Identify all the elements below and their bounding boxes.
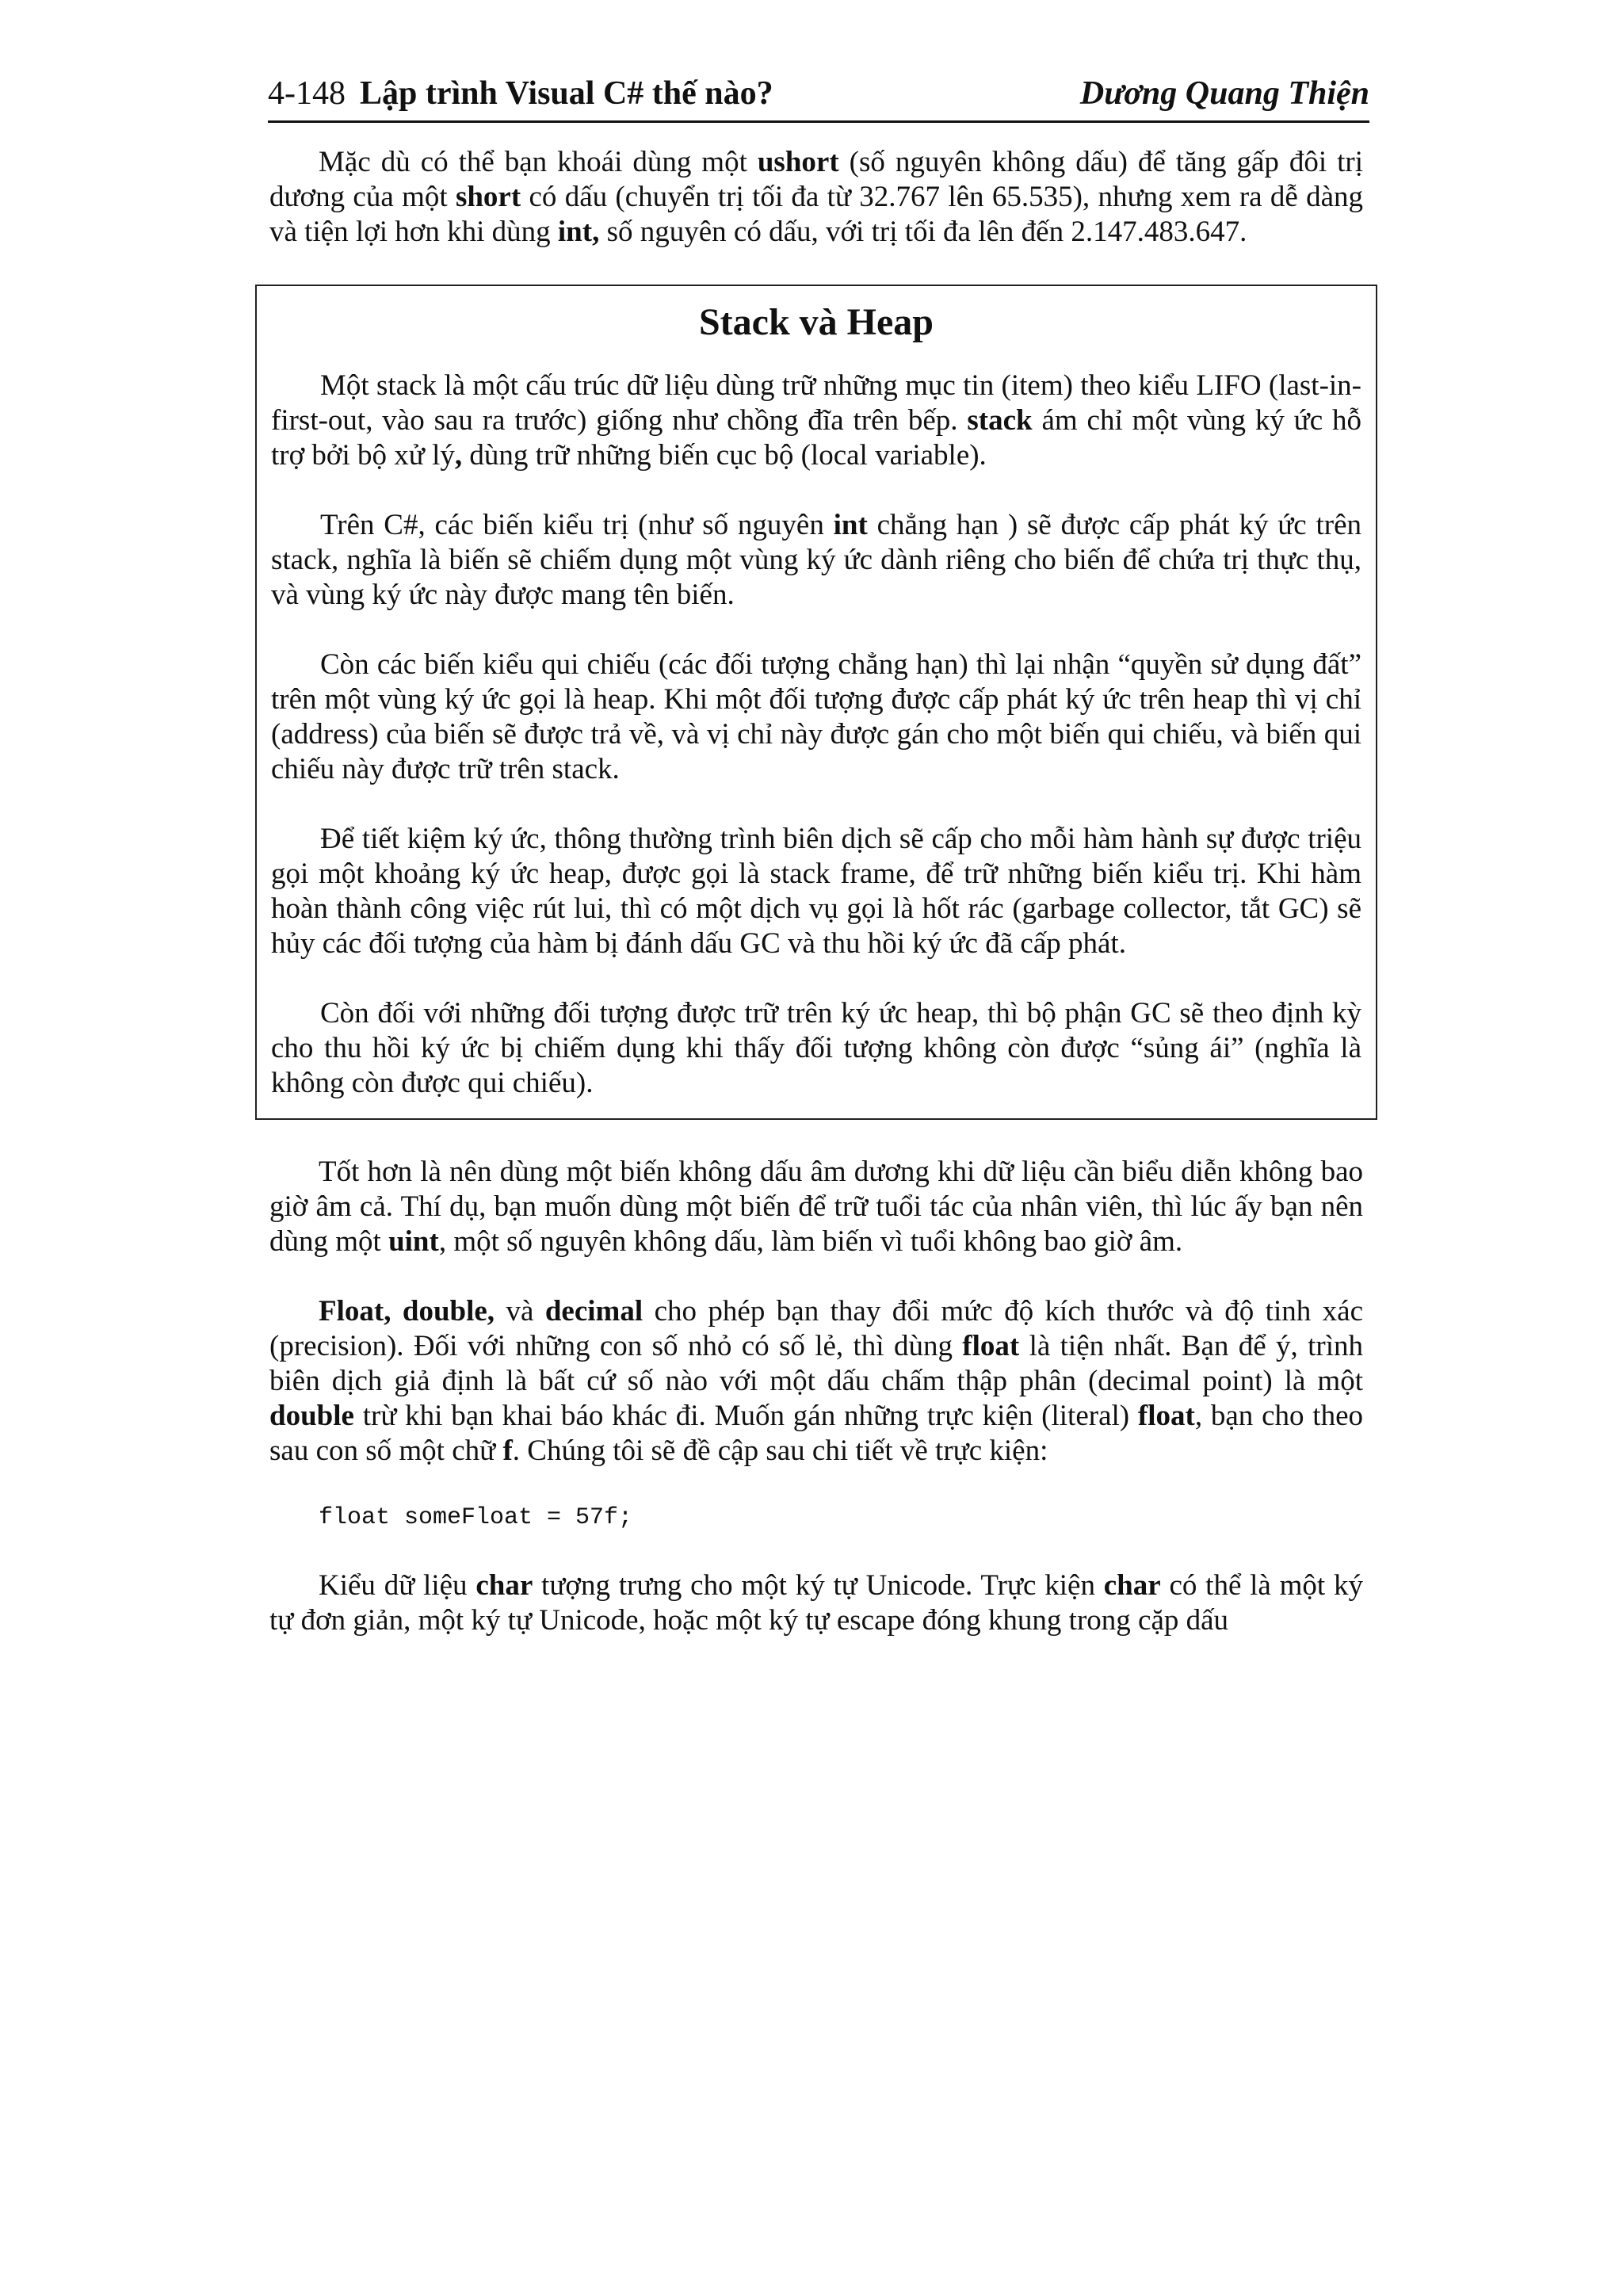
text-run: có dấu (chuyển trị tối đa từ 32.767 lên 65.535), nhưng xem ra dễ dàng và tiện lợi hơn khi dùng (269, 181, 1364, 248)
bold-term: Float, double, (319, 1295, 495, 1328)
sidebar-title: Stack và Heap (698, 301, 934, 343)
text-run: Mặc dù có thể bạn khoái dùng một (319, 146, 758, 178)
intro-paragraph (269, 145, 1363, 250)
page-header (268, 73, 1369, 123)
text-run: Tốt hơn là nên dùng một biến không dấu âm dương khi dữ liệu cần biểu diễn không bao giờ âm cả. Thí dụ, bạn muốn dùng một biến để trữ tuổi tác của nhân viên, thì lúc ấy bạn nên dùng một (269, 1156, 1363, 1258)
text-run: (số nguyên không dấu) để tăng gấp đôi trị dương của một (269, 146, 1364, 213)
float-paragraph (269, 1294, 1363, 1469)
bold-term: char (475, 1569, 533, 1602)
unsigned-paragraph (269, 1155, 1363, 1259)
bold-term: decimal (544, 1295, 643, 1328)
text-run: là tiện nhất. Bạn để ý, trình biên dịch giả định là bất cứ số nào với một dấu chấm thập phân (decimal point) là một (269, 1330, 1363, 1397)
bold-term: int (833, 509, 868, 541)
sidebar-paragraph-1 (271, 369, 1361, 473)
text-run: trừ khi bạn khai báo khác đi. Muốn gán những trực kiện (literal) (353, 1400, 1138, 1432)
text-run: chẳng hạn ) sẽ được cấp phát ký ức trên stack, nghĩa là biến sẽ chiếm dụng một vùng ký ức dành riêng cho biến để chứa trị thực thụ, và vùng ký ức này được mang tên biến. (271, 509, 1361, 611)
text-run: dùng trữ những biến cục bộ (local variable). (462, 439, 987, 472)
bold-term: , (454, 439, 463, 472)
bold-term: char (1103, 1569, 1161, 1602)
sidebar-paragraph-4: Để tiết kiệm ký ức, thông thường trình biên dịch sẽ cấp cho mỗi hàm hành sự được triệu gọi một khoảng ký ức heap, được gọi là stack frame, để trữ những biến kiểu trị. Khi hàm hoàn thành công việc rút lui, thì có một dịch vụ gọi là hốt rác (garbage collector, tắt GC) sẽ hủy các đối tượng của hàm bị đánh dấu GC và thu hồi ký ức đã cấp phát. (271, 823, 1361, 960)
text-run: và (495, 1295, 545, 1328)
sidebar-paragraph-5: Còn đối với những đối tượng được trữ trên ký ức heap, thì bộ phận GC sẽ theo định kỳ cho thu hồi ký ức bị chiếm dụng khi thấy đối tượng không còn được “sủng ái” (nghĩa là không còn được qui chiếu). (271, 997, 1361, 1099)
text-run: Trên C#, các biến kiểu trị (như số nguyên (320, 509, 834, 541)
bold-term: int, (557, 216, 600, 248)
text-run: ám chỉ một vùng ký ức hỗ trợ bởi bộ xử lý (271, 404, 1361, 472)
bold-term: ushort (757, 146, 839, 178)
text-run: . Chúng tôi sẽ đề cập sau chi tiết về trực kiện: (512, 1435, 1048, 1467)
stack-heap-sidebar (255, 285, 1377, 1120)
text-run: , một số nguyên không dấu, làm biến vì tuổi không bao giờ âm. (438, 1225, 1183, 1258)
bold-term: uint (388, 1225, 439, 1258)
book-page (268, 73, 1369, 1638)
code-sample: float someFloat = 57f; (319, 1504, 633, 1531)
text-run: Một stack là một cấu trúc dữ liệu dùng trữ những mục tin (item) theo kiểu LIFO (last-in-first-out, vào sau ra trước) giống như chồng đĩa trên bếp. (271, 369, 1361, 437)
text-run: số nguyên có dấu, với trị tối đa lên đến 2.147.483.647. (599, 216, 1247, 248)
bold-term: float (1137, 1400, 1195, 1432)
book-title: Lập trình Visual C# thế nào? (360, 75, 773, 112)
sidebar-paragraph-3: Còn các biến kiểu qui chiếu (các đối tượng chẳng hạn) thì lại nhận “quyền sử dụng đất” trên một vùng ký ức gọi là heap. Khi một đối tượng được cấp phát ký ức trên heap thì vị chỉ (address) của biến sẽ được trả về, và vị chỉ này được gán cho một biến qui chiếu, và biến qui chiếu này được trữ trên stack. (271, 648, 1361, 785)
bold-term: short (455, 181, 521, 213)
text-run: Kiểu dữ liệu (319, 1569, 476, 1602)
author-name: Dương Quang Thiện (1079, 75, 1369, 112)
char-paragraph (269, 1568, 1363, 1638)
bold-term: double (269, 1400, 354, 1432)
bold-term: float (962, 1330, 1020, 1362)
sidebar-paragraph-2 (271, 508, 1361, 613)
text-run: cho phép bạn thay đổi mức độ kích thước và độ tinh xác (precision). Đối với những con số nhỏ có số lẻ, thì dùng (269, 1295, 1363, 1362)
bold-term: f (502, 1435, 513, 1467)
text-run: , bạn cho theo sau con số một chữ (269, 1400, 1363, 1467)
page-number: 4-148 (268, 75, 346, 112)
text-run: tượng trưng cho một ký tự Unicode. Trực kiện (533, 1569, 1104, 1602)
text-run: có thể là một ký tự đơn giản, một ký tự Unicode, hoặc một ký tự escape đóng khung trong cặp dấu (269, 1569, 1363, 1637)
bold-term: stack (967, 404, 1033, 437)
header-left (268, 73, 773, 114)
